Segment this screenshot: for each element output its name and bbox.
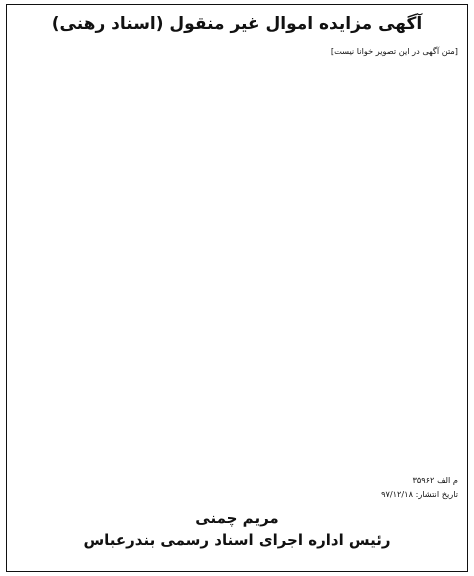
signatory-office: رئیس اداره اجرای اسناد رسمی بندرعباس — [83, 531, 391, 549]
publish-date: تاریخ انتشار: ۹۷/۱۲/۱۸ — [381, 489, 458, 499]
auction-notice — [6, 4, 468, 572]
signatory-name: مریم چمنی — [195, 509, 279, 527]
issue-number: م الف ۳۵۹۶۲ — [412, 475, 458, 485]
notice-body-text: [متن آگهی در این تصویر خوانا نیست] — [330, 46, 458, 56]
notice-closing — [16, 473, 458, 501]
signature-block — [7, 507, 467, 551]
notice-title: آگهی مزایده اموال غیر منقول (اسناد رهنی) — [51, 14, 423, 34]
notice-body — [16, 43, 458, 473]
